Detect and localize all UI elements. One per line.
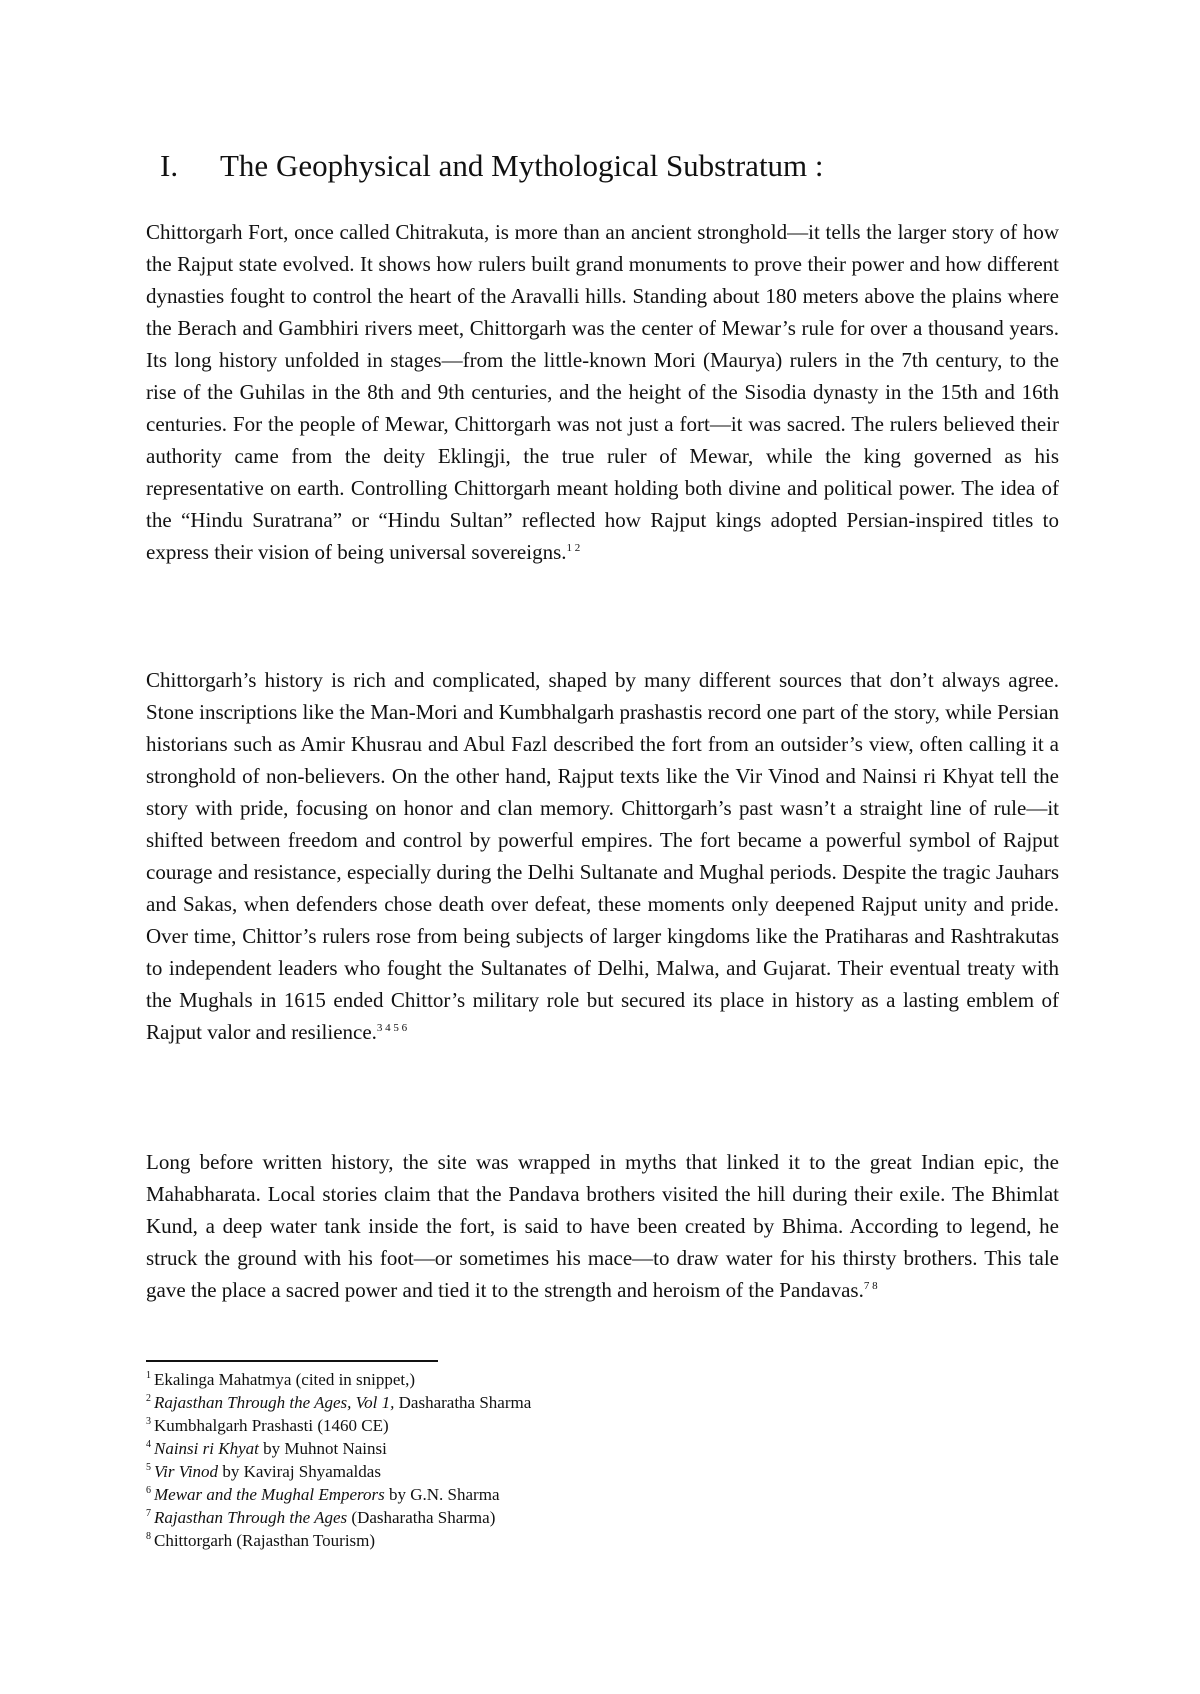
footnote-item <box>146 1529 1046 1552</box>
footnote-item <box>146 1368 1046 1391</box>
paragraph-text: Chittorgarh Fort, once called Chitrakuta, is more than an ancient stronghold—it tells the larger story of how the Rajput state evolved. It shows how rulers built grand monuments to prove their power and how different dynasties fought to control the heart of the Aravalli hills. Standing about 180 meters above the plains where the Berach and Gambhiri rivers meet, Chittorgarh was the center of Mewar’s rule for over a thousand years. Its long history unfolded in stages—from the little-known Mori (Maurya) rulers in the 7th century, to the rise of the Guhilas in the 8th and 9th centuries, and the height of the Sisodia dynasty in the 15th and 16th centuries. For the people of Mewar, Chittorgarh was not just a fort—it was sacred. The rulers believed their authority came from the deity Eklingji, the true ruler of Mewar, while the king governed as his representative on earth. Controlling Chittorgarh meant holding both divine and political power. The idea of the “Hindu Suratrana” or “Hindu Sultan” reflected how Rajput kings adopted Persian-inspired titles to express their vision of being universal sovereigns. <box>146 220 1059 564</box>
footnote-number: 2 <box>146 1393 151 1405</box>
paragraph-text: Long before written history, the site was wrapped in myths that linked it to the great Indian epic, the Mahabharata. Local stories claim that the Pandava brothers visited the hill during their exile. The Bhimlat Kund, a deep water tank inside the fort, is said to have been created by Bhima. According to legend, he struck the ground with his foot—or sometimes his mace—to draw water for his thirsty brothers. This tale gave the place a sacred power and tied it to the strength and heroism of the Pandavas. <box>146 1150 1059 1302</box>
footnote-item <box>146 1437 1046 1460</box>
footnote-list <box>146 1368 1046 1552</box>
footnote-number: 3 <box>146 1416 151 1428</box>
footnote-text: (Dasharatha Sharma) <box>347 1508 496 1527</box>
footnote-number: 8 <box>146 1531 151 1543</box>
footnote-references: 7 8 <box>863 1280 878 1292</box>
footnote-text: Dasharatha Sharma <box>394 1393 532 1412</box>
footnote-item <box>146 1391 1046 1414</box>
footnote-text: by Kaviraj Shyamaldas <box>218 1462 381 1481</box>
paragraph-1 <box>146 216 1059 568</box>
section-heading <box>160 146 824 186</box>
footnote-item <box>146 1506 1046 1529</box>
footnote-text: Ekalinga Mahatmya (cited in snippet,) <box>154 1370 416 1389</box>
paragraph-text: Chittorgarh’s history is rich and complicated, shaped by many different sources that don’t always agree. Stone inscriptions like the Man-Mori and Kumbhalgarh prashastis record one part of the story, while Persian historians such as Amir Khusrau and Abul Fazl described the fort from an outsider’s view, often calling it a stronghold of non-believers. On the other hand, Rajput texts like the Vir Vinod and Nainsi ri Khyat tell the story with pride, focusing on honor and clan memory. Chittorgarh’s past wasn’t a straight line of rule—it shifted between freedom and control by powerful empires. The fort became a powerful symbol of Rajput courage and resistance, especially during the Delhi Sultanate and Mughal periods. Despite the tragic Jauhars and Sakas, when defenders chose death over defeat, these moments only deepened Rajput unity and pride. Over time, Chittor’s rulers rose from being subjects of larger kingdoms like the Pratiharas and Rashtrakutas to independent leaders who fought the Sultanates of Delhi, Malwa, and Gujarat. Their eventual treaty with the Mughals in 1615 ended Chittor’s military role but secured its place in history as a lasting emblem of Rajput valor and resilience. <box>146 668 1059 1044</box>
section-number: I. <box>160 148 179 183</box>
footnote-title: Vir Vinod <box>154 1462 219 1481</box>
footnote-item <box>146 1460 1046 1483</box>
footnote-number: 5 <box>146 1462 151 1474</box>
footnote-title: Rajasthan Through the Ages, Vol 1, <box>154 1393 395 1412</box>
footnote-text: Kumbhalgarh Prashasti (1460 CE) <box>154 1416 389 1435</box>
footnote-number: 7 <box>146 1508 151 1520</box>
footnote-title: Rajasthan Through the Ages <box>154 1508 348 1527</box>
section-title: The Geophysical and Mythological Substratum : <box>220 148 824 183</box>
footnote-references: 3 4 5 6 <box>376 1022 408 1034</box>
footnote-item <box>146 1414 1046 1437</box>
paragraph-3 <box>146 1146 1059 1306</box>
footnote-item <box>146 1483 1046 1506</box>
footnote-text: by G.N. Sharma <box>384 1485 500 1504</box>
footnote-text: Chittorgarh (Rajasthan Tourism) <box>154 1531 376 1550</box>
footnote-title: Mewar and the Mughal Emperors <box>154 1485 385 1504</box>
footnote-number: 4 <box>146 1439 151 1451</box>
footnote-number: 1 <box>146 1370 151 1382</box>
footnote-number: 6 <box>146 1485 151 1497</box>
footnote-text: by Muhnot Nainsi <box>258 1439 387 1458</box>
footnote-title: Nainsi ri Khyat <box>154 1439 259 1458</box>
footnote-separator <box>146 1360 438 1362</box>
footnote-references: 1 2 <box>566 542 581 554</box>
paragraph-2 <box>146 664 1059 1048</box>
